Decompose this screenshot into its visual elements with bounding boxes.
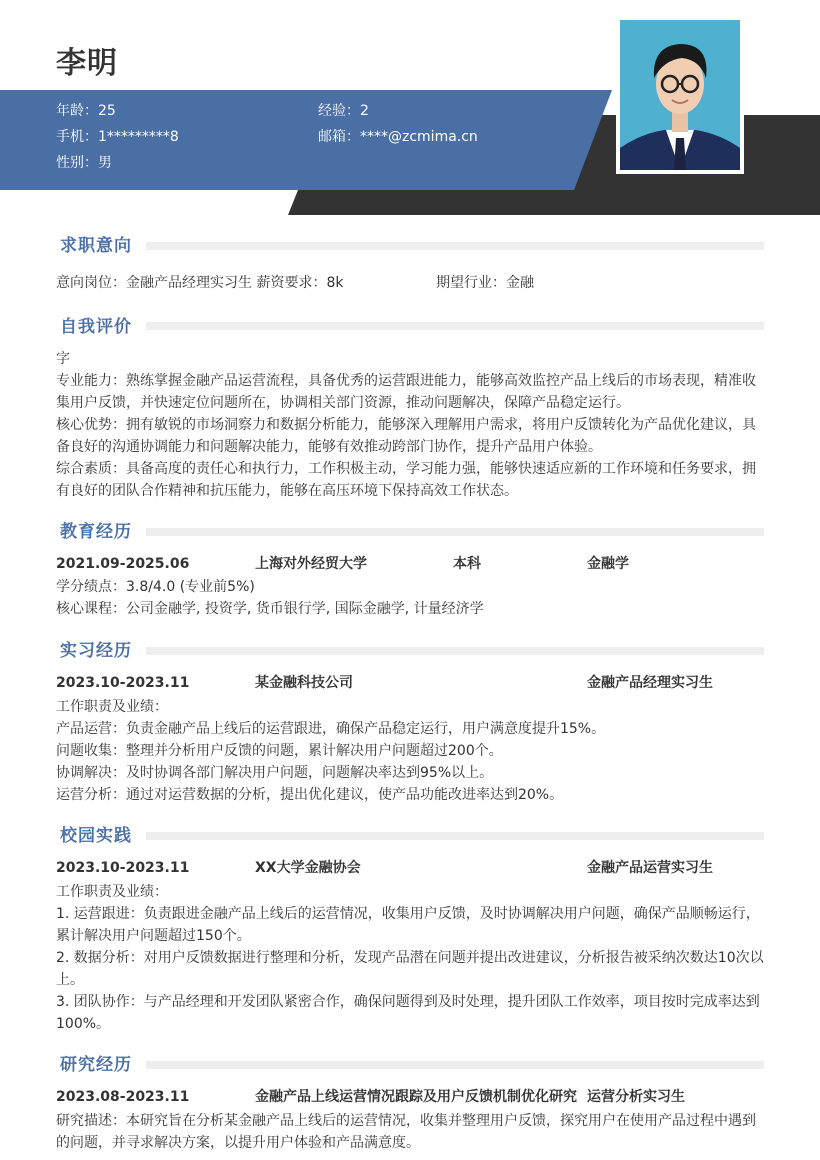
campus-date: 2023.10-2023.11 bbox=[56, 860, 190, 876]
education-title: 教育经历 bbox=[60, 522, 132, 542]
campus-body bbox=[56, 881, 764, 1035]
phone-info: 手机：1*********8 bbox=[56, 129, 179, 145]
self-eval-title: 自我评价 bbox=[60, 317, 132, 337]
education-date: 2021.09-2025.06 bbox=[56, 556, 190, 572]
intent-industry: 期望行业：金融 bbox=[436, 275, 534, 291]
internship-role: 金融产品经理实习生 bbox=[587, 675, 713, 691]
intent-divider bbox=[146, 242, 764, 250]
intent-title: 求职意向 bbox=[60, 236, 132, 256]
avatar-illustration bbox=[620, 20, 740, 170]
education-divider bbox=[146, 528, 764, 536]
internship-line: 协调解决：及时协调各部门解决用户问题，问题解决率达到95%以上。 bbox=[56, 765, 494, 781]
education-major: 金融学 bbox=[587, 556, 629, 572]
research-date: 2023.08-2023.11 bbox=[56, 1089, 190, 1105]
self-eval-divider bbox=[146, 322, 764, 330]
campus-item: 1. 运营跟进：负责跟进金融产品上线后的运营情况，收集用户反馈，及时协调解决用户问题，确保产品顺畅运行，累计解决用户问题超过150个。 bbox=[56, 906, 760, 944]
email-info: 邮箱：****@zcmima.cn bbox=[318, 129, 478, 145]
research-desc: 研究描述：本研究旨在分析某金融产品上线后的运营情况，收集并整理用户反馈，探究用户在使用产品过程中遇到的问题，并寻求解决方案，以提升用户体验和产品满意度。 bbox=[56, 1113, 756, 1151]
self-eval-line: 字 bbox=[56, 351, 70, 367]
research-title: 研究经历 bbox=[60, 1055, 132, 1075]
intent-position-salary: 意向岗位：金融产品经理实习生 薪资要求：8k bbox=[56, 275, 344, 291]
self-eval-line: 综合素质：具备高度的责任心和执行力，工作积极主动，学习能力强，能够快速适应新的工作环境和任务要求，拥有良好的团队合作精神和抗压能力，能够在高压环境下保持高效工作状态。 bbox=[56, 461, 756, 499]
campus-org: XX大学金融协会 bbox=[255, 860, 361, 876]
research-divider bbox=[146, 1061, 764, 1069]
age-info: 年龄：25 bbox=[56, 103, 116, 119]
experience-info: 经验：2 bbox=[318, 103, 369, 119]
internship-line: 工作职责及业绩： bbox=[56, 699, 168, 715]
education-gpa: 学分绩点：3.8/4.0 (专业前5%) bbox=[56, 579, 255, 595]
internship-line: 运营分析：通过对运营数据的分析，提出优化建议，使产品功能改进率达到20%。 bbox=[56, 787, 564, 803]
research-role: 运营分析实习生 bbox=[587, 1089, 685, 1105]
internship-divider bbox=[146, 647, 764, 655]
campus-intro: 工作职责及业绩： bbox=[56, 884, 168, 900]
campus-item: 3. 团队协作：与产品经理和开发团队紧密合作，确保问题得到及时处理，提升团队工作效率，项目按时完成率达到100%。 bbox=[56, 994, 760, 1032]
candidate-name: 李明 bbox=[56, 46, 118, 81]
campus-item: 2. 数据分析：对用户反馈数据进行整理和分析，发现产品潜在问题并提出改进建议，分析报告被采纳次数达10次以上。 bbox=[56, 950, 764, 988]
education-courses: 核心课程：公司金融学, 投资学, 货币银行学, 国际金融学, 计量经济学 bbox=[56, 601, 484, 617]
internship-company: 某金融科技公司 bbox=[255, 675, 353, 691]
self-eval-line: 核心优势：拥有敏锐的市场洞察力和数据分析能力，能够深入理解用户需求，将用户反馈转化为产品优化建议，具备良好的沟通协调能力和问题解决能力，能够有效推动跨部门协作，提升产品用户体验。 bbox=[56, 417, 756, 455]
campus-divider bbox=[146, 832, 764, 840]
education-school: 上海对外经贸大学 bbox=[255, 556, 367, 572]
self-eval-line: 专业能力：熟练掌握金融产品运营流程，具备优秀的运营跟进能力，能够高效监控产品上线后的市场表现，精准收集用户反馈，并快速定位问题所在，协调相关部门资源，推动问题解决，保障产品稳定运行。 bbox=[56, 373, 756, 411]
internship-line: 问题收集：整理并分析用户反馈的问题，累计解决用户问题超过200个。 bbox=[56, 743, 503, 759]
self-eval-body bbox=[56, 348, 764, 502]
campus-title: 校园实践 bbox=[60, 826, 132, 846]
internship-title: 实习经历 bbox=[60, 641, 132, 661]
internship-date: 2023.10-2023.11 bbox=[56, 675, 190, 691]
education-degree: 本科 bbox=[453, 556, 481, 572]
gender-info: 性别：男 bbox=[56, 155, 112, 171]
profile-photo bbox=[616, 16, 744, 174]
campus-role: 金融产品运营实习生 bbox=[587, 860, 713, 876]
internship-line: 产品运营：负责金融产品上线后的运营跟进，确保产品稳定运行，用户满意度提升15%。 bbox=[56, 721, 606, 737]
research-project: 金融产品上线运营情况跟踪及用户反馈机制优化研究 bbox=[255, 1089, 577, 1105]
